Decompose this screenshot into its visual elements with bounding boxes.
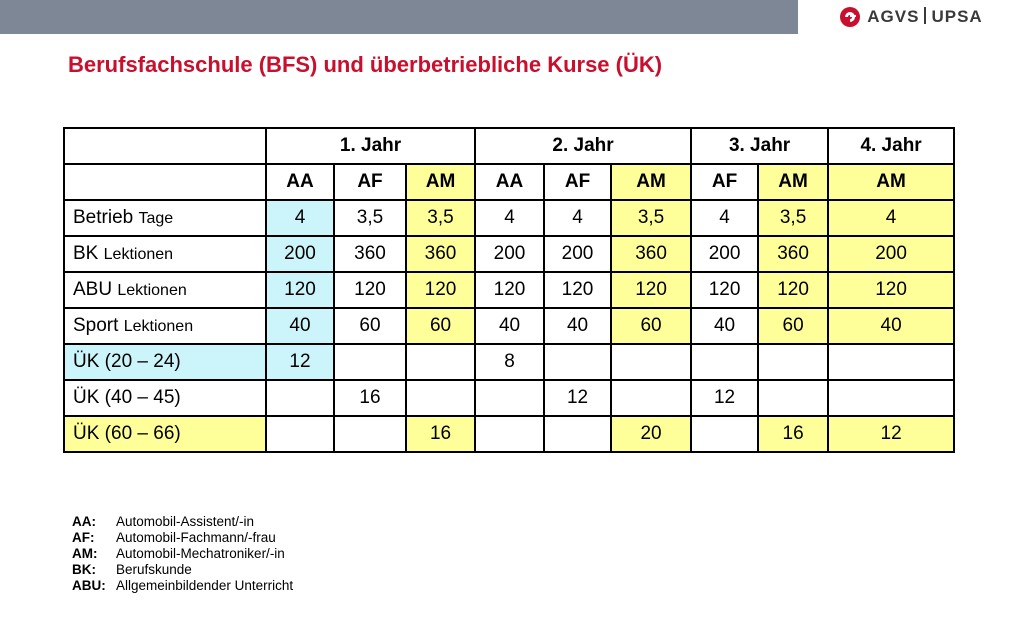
table-cell: 12 <box>544 380 611 416</box>
table-cell: 360 <box>406 236 475 272</box>
profession-header: AM <box>758 164 828 200</box>
row-unit: Lektionen <box>103 246 174 263</box>
table-cell: 120 <box>406 272 475 308</box>
table-cell: 200 <box>475 236 544 272</box>
schedule-table-body <box>64 128 954 452</box>
table-cell: 120 <box>334 272 406 308</box>
table-cell: 4 <box>266 200 334 236</box>
table-row <box>64 344 954 380</box>
row-label-text: Betrieb <box>73 207 134 228</box>
table-cell <box>691 416 758 452</box>
year-header: 2. Jahr <box>475 128 691 164</box>
profession-header: AA <box>266 164 334 200</box>
top-bar <box>0 0 798 34</box>
table-cell: 60 <box>406 308 475 344</box>
table-cell: 16 <box>406 416 475 452</box>
table-cell <box>758 380 828 416</box>
table-cell: 3,5 <box>758 200 828 236</box>
profession-header: AM <box>406 164 475 200</box>
row-label-text: ÜK (40 – 45) <box>73 387 181 408</box>
table-cell <box>475 416 544 452</box>
year-header: 4. Jahr <box>828 128 954 164</box>
table-cell: 20 <box>611 416 691 452</box>
table-cell: 12 <box>266 344 334 380</box>
header-row-years <box>64 128 954 164</box>
table-cell: 16 <box>334 380 406 416</box>
table-cell: 16 <box>758 416 828 452</box>
legend-item <box>72 578 293 594</box>
year-header: 1. Jahr <box>266 128 475 164</box>
legend-text: Allgemeinbildender Unterricht <box>116 578 294 593</box>
row-unit: Tage <box>138 210 174 227</box>
table-cell: 3,5 <box>334 200 406 236</box>
table-cell: 360 <box>758 236 828 272</box>
table-cell: 200 <box>266 236 334 272</box>
table-cell: 120 <box>828 272 954 308</box>
table-cell: 120 <box>266 272 334 308</box>
agvs-logo <box>798 0 1024 34</box>
agvs-logo-icon <box>839 6 861 28</box>
table-row <box>64 380 954 416</box>
table-cell: 360 <box>611 236 691 272</box>
row-unit: Lektionen <box>123 318 194 335</box>
profession-header: AA <box>475 164 544 200</box>
table-cell: 12 <box>691 380 758 416</box>
table-cell <box>828 380 954 416</box>
row-label-text: ÜK (20 – 24) <box>73 351 181 372</box>
table-cell <box>544 416 611 452</box>
legend-item <box>72 546 293 562</box>
row-label <box>64 380 266 416</box>
row-label-text: Sport <box>73 315 119 336</box>
table-cell: 3,5 <box>406 200 475 236</box>
table-cell: 200 <box>828 236 954 272</box>
row-label-text: BK <box>73 243 99 264</box>
table-cell <box>758 344 828 380</box>
row-label <box>64 308 266 344</box>
logo-text-agvs: AGVS <box>867 7 920 26</box>
table-cell <box>406 344 475 380</box>
table-cell: 4 <box>544 200 611 236</box>
table-cell <box>691 344 758 380</box>
row-label <box>64 272 266 308</box>
profession-header: AF <box>334 164 406 200</box>
legend-abbr: BK: <box>72 562 96 577</box>
table-cell <box>334 344 406 380</box>
legend-item <box>72 562 293 578</box>
legend-item <box>72 530 293 546</box>
table-cell <box>611 344 691 380</box>
profession-header: AM <box>828 164 954 200</box>
table-cell: 40 <box>266 308 334 344</box>
table-cell: 40 <box>691 308 758 344</box>
table-cell: 40 <box>475 308 544 344</box>
row-label-text: ÜK (60 – 66) <box>73 423 181 444</box>
table-cell: 120 <box>611 272 691 308</box>
logo-separator <box>924 7 926 24</box>
row-unit: Lektionen <box>117 282 187 299</box>
row-label <box>64 200 266 236</box>
table-cell: 60 <box>611 308 691 344</box>
legend-text: Automobil-Mechatroniker/-in <box>116 546 285 561</box>
table-cell: 120 <box>475 272 544 308</box>
legend-text: Automobil-Assistent/-in <box>116 514 255 529</box>
table-cell: 200 <box>691 236 758 272</box>
table-cell: 4 <box>475 200 544 236</box>
table-cell: 40 <box>544 308 611 344</box>
row-label <box>64 236 266 272</box>
table-row <box>64 272 954 308</box>
table-cell: 4 <box>691 200 758 236</box>
table-cell <box>406 380 475 416</box>
profession-header: AM <box>611 164 691 200</box>
legend-abbr: AM: <box>72 546 98 561</box>
row-label-text: ABU <box>73 279 113 300</box>
header-row-professions <box>64 164 954 200</box>
table-cell: 60 <box>334 308 406 344</box>
table-cell <box>475 380 544 416</box>
table-cell: 60 <box>758 308 828 344</box>
table-cell: 8 <box>475 344 544 380</box>
table-cell: 3,5 <box>611 200 691 236</box>
table-cell: 360 <box>334 236 406 272</box>
table-cell <box>544 344 611 380</box>
logo-text <box>867 7 982 27</box>
profession-header: AF <box>544 164 611 200</box>
legend-item <box>72 514 293 530</box>
header-corner-cell <box>64 164 266 200</box>
row-label <box>64 344 266 380</box>
legend-abbr: ABU: <box>72 578 106 593</box>
table-cell <box>266 416 334 452</box>
table-cell <box>334 416 406 452</box>
table-cell <box>611 380 691 416</box>
table-cell: 12 <box>828 416 954 452</box>
page-title: Berufsfachschule (BFS) und überbetriebliche Kurse (ÜK) <box>68 52 663 77</box>
profession-header: AF <box>691 164 758 200</box>
table-cell: 120 <box>758 272 828 308</box>
legend-abbr: AA: <box>72 514 96 529</box>
table-cell <box>828 344 954 380</box>
table-row <box>64 200 954 236</box>
legend-abbr: AF: <box>72 530 95 545</box>
row-label <box>64 416 266 452</box>
table-cell: 40 <box>828 308 954 344</box>
table-row <box>64 416 954 452</box>
table-row <box>64 236 954 272</box>
table-cell: 120 <box>691 272 758 308</box>
table-cell: 120 <box>544 272 611 308</box>
table-row <box>64 308 954 344</box>
legend-text: Automobil-Fachmann/-frau <box>116 530 276 545</box>
table-cell <box>266 380 334 416</box>
logo-text-upsa: UPSA <box>931 7 983 26</box>
legend-text: Berufskunde <box>116 562 192 577</box>
table-cell: 4 <box>828 200 954 236</box>
header-corner-cell <box>64 128 266 164</box>
legend <box>72 514 293 594</box>
table-cell: 200 <box>544 236 611 272</box>
year-header: 3. Jahr <box>691 128 828 164</box>
schedule-table <box>63 127 955 453</box>
